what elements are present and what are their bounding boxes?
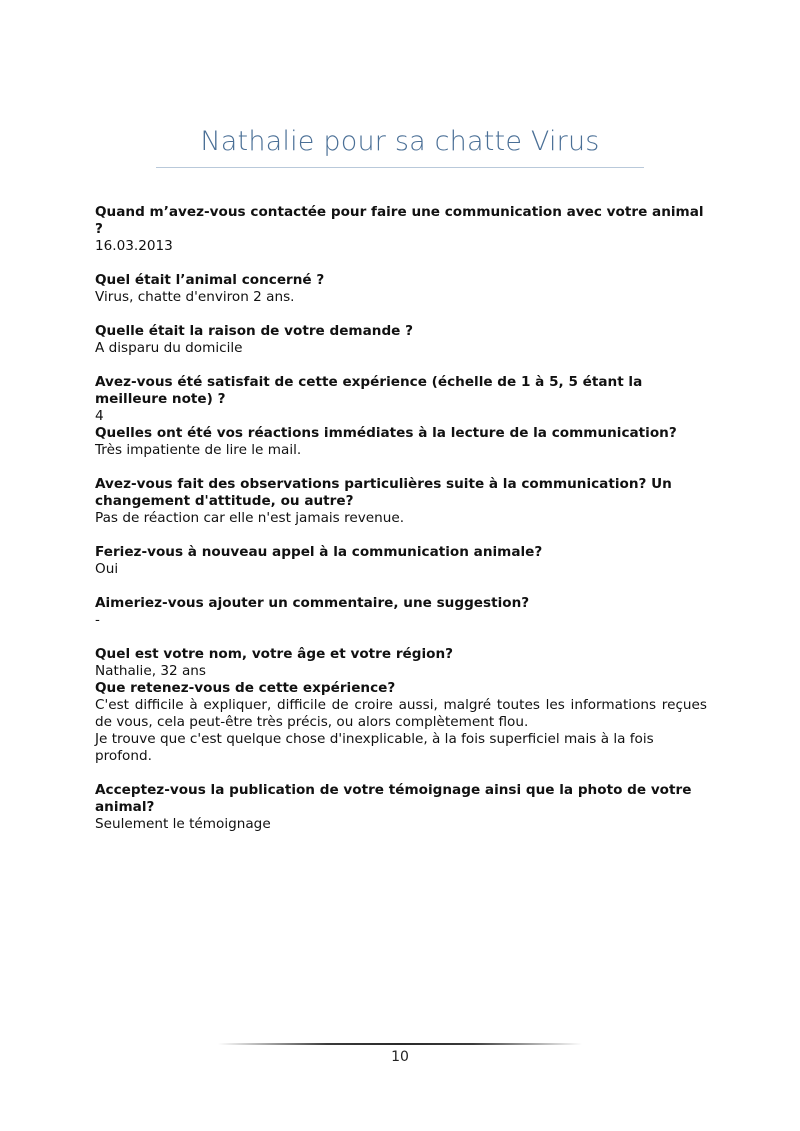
footer-divider	[218, 1043, 582, 1045]
answer: 16.03.2013	[95, 238, 173, 254]
qa-contact-date	[95, 204, 707, 255]
answer: Seulement le témoignage	[95, 816, 271, 832]
qa-identity	[95, 646, 707, 680]
question: Quand m’avez-vous contactée pour faire une communication avec votre animal ?	[95, 204, 704, 237]
qa-reason	[95, 323, 707, 357]
answer: 4	[95, 408, 104, 424]
qa-animal	[95, 272, 707, 306]
question: Avez-vous fait des observations particulières suite à la communication? Un changement d'attitude, ou autre?	[95, 476, 672, 509]
question: Que retenez-vous de cette expérience?	[95, 680, 396, 696]
qa-satisfaction	[95, 374, 707, 425]
question: Avez-vous été satisfait de cette expérience (échelle de 1 à 5, 5 étant la meilleure note) ?	[95, 374, 643, 407]
qa-comment	[95, 595, 707, 629]
answer: Oui	[95, 561, 119, 577]
question: Quelles ont été vos réactions immédiates à la lecture de la communication?	[95, 425, 677, 441]
page-number: 10	[391, 1049, 409, 1065]
qa-call-again	[95, 544, 707, 578]
question: Aimeriez-vous ajouter un commentaire, une suggestion?	[95, 595, 530, 611]
qa-immediate-reactions	[95, 425, 707, 459]
answer-continued: Je trouve que c'est quelque chose d'inexplicable, à la fois superficiel mais à la fois profond.	[95, 731, 654, 764]
question: Feriez-vous à nouveau appel à la communication animale?	[95, 544, 543, 560]
answer: -	[95, 612, 100, 628]
answer: A disparu du domicile	[95, 340, 243, 356]
answer: Très impatiente de lire le mail.	[95, 442, 302, 458]
question: Quelle était la raison de votre demande ?	[95, 323, 414, 339]
testimonial-body	[95, 204, 707, 850]
qa-observations	[95, 476, 707, 527]
answer: Virus, chatte d'environ 2 ans.	[95, 289, 295, 305]
question: Acceptez-vous la publication de votre témoignage ainsi que la photo de votre animal?	[95, 782, 692, 815]
qa-takeaway	[95, 680, 707, 765]
page-title: Nathalie pour sa chatte Virus	[200, 126, 600, 157]
answer: Pas de réaction car elle n'est jamais revenue.	[95, 510, 405, 526]
title-divider	[156, 167, 644, 168]
answer: Nathalie, 32 ans	[95, 663, 206, 679]
question: Quel est votre nom, votre âge et votre région?	[95, 646, 454, 662]
answer: C'est difficile à expliquer, difficile de croire aussi, malgré toutes les informations reçues de vous, cela peut-être très précis, ou alors complètement flou.	[95, 697, 707, 730]
question: Quel était l’animal concerné ?	[95, 272, 325, 288]
qa-publication-consent	[95, 782, 707, 833]
